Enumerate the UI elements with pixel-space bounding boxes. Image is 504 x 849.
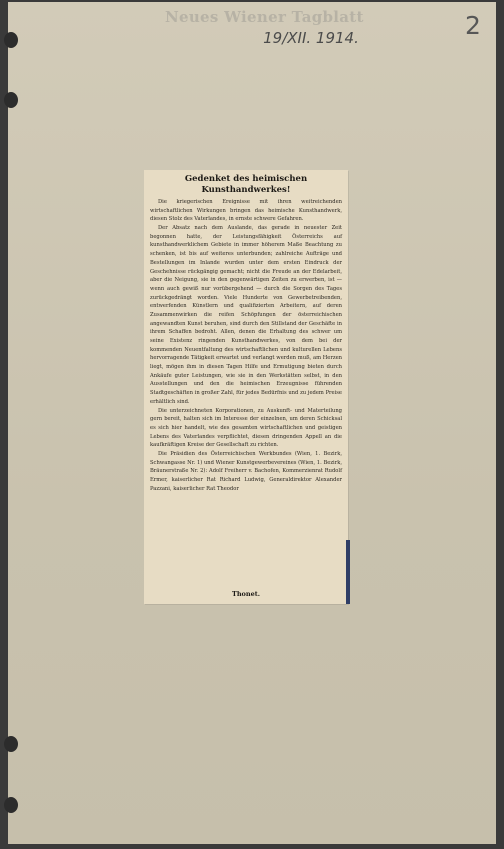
page-number: 2 (465, 11, 481, 40)
paragraph: Die Präsidien des Österreichischen Werkbundes (Wien, 1. Bezirk, Schwangasse Nr. 1) und Wiener Kunstgewerbevereines (Wien, 1. Bezirk, Bräunerstraße Nr. 2): Adolf Freiherr v. Bachofen, Kommerzienrat Rudolf Ermer, kaiserlicher Rat Richard Ludwig, Generaldirektor Alexander Pazzani, kaiserlicher Rat Theodor (150, 450, 342, 492)
clipping-signature: Thonet. (231, 590, 261, 598)
newspaper-clipping (144, 170, 348, 604)
blue-pencil-mark (346, 540, 350, 604)
punch-hole (4, 736, 18, 752)
newspaper-masthead: Neues Wiener Tagblatt (165, 8, 364, 26)
clipping-body (150, 198, 342, 493)
paragraph: Die unterzeichneten Korporationen, zu Auskunft- und Materteilung gern bereit, halten sich im Interesse der einzelnen, um deren Schicksal es sich hier handelt, wie des gesamten wirtschaftlichen und geistigen Lebens des Vaterlandes verpflichtet, diesen dringenden Appell an die kaufkräftigen Kreise der Gesellschaft zu richten. (150, 407, 342, 449)
punch-hole (4, 797, 18, 813)
paragraph: Die kriegerischen Ereignisse mit ihren weitreichenden wirtschaftlichen Wirkungen bringen das heimische Kunsthandwerk, diesen Stolz des Vaterlandes, in ernste schwere Gefahren. (150, 199, 342, 223)
clipping-headline: Gedenket des heimischen Kunsthandwerkes! (184, 174, 308, 195)
handwritten-date: 19/XII. 1914. (263, 29, 359, 47)
punch-hole (4, 32, 18, 48)
punch-hole (4, 92, 18, 108)
paragraph: Der Absatz nach dem Auslande, das gerade in neuester Zeit begonnen hatte, der Leistungsfähigkeit Österreichs auf kunsthandwerklichem Gebiete in immer höherem Maße Beachtung zu schenken, ist bis auf weiteres unterbunden; zahlreiche Aufträge und Bestellungen im Inlande wurden unter dem ersten Eindruck der Geschehnisse rückgängig gemacht; nicht die Freude an der Edelarbeit, aber die Neigung, sie in den gegenwärtigen Zeiten zu erwerben, ist — wenn auch gewiß nur vorübergehend — durch die Sorgen des Tages zurückgedrängt worden. Viele Hunderte von Gewerbetreibenden, entwerfenden Künstlern und qualifizierten Arbeitern, auf deren Zusammenwirken die reifen Schöpfungen der österreichischen angewandten Kunst beruhen, sind durch den Stillstand der Geschäfte in ihrem Schaffen bedroht. Allen, denen die Erhaltung des schwer um seine Existenz ringenden Kunsthandwerkes, von dem bei der kommenden Neuentfaltung des wirtschaftlichen und kulturellen Lebens hervorragende Tätigkeit erwartet und verlangt werden muß, am Herzen liegt, mögen ihm in diesen Tagen Hilfe und Ermutigung bieten durch Ankäufe guter Leistungen, wie sie in den Werkstätten selbst, in den Ausstellungen und den die heimischen Erzeugnisse führenden Stadtgeschäften in großer Zahl, für jedes Bedürfnis und zu jedem Preise erhältlich sind. (150, 225, 342, 405)
